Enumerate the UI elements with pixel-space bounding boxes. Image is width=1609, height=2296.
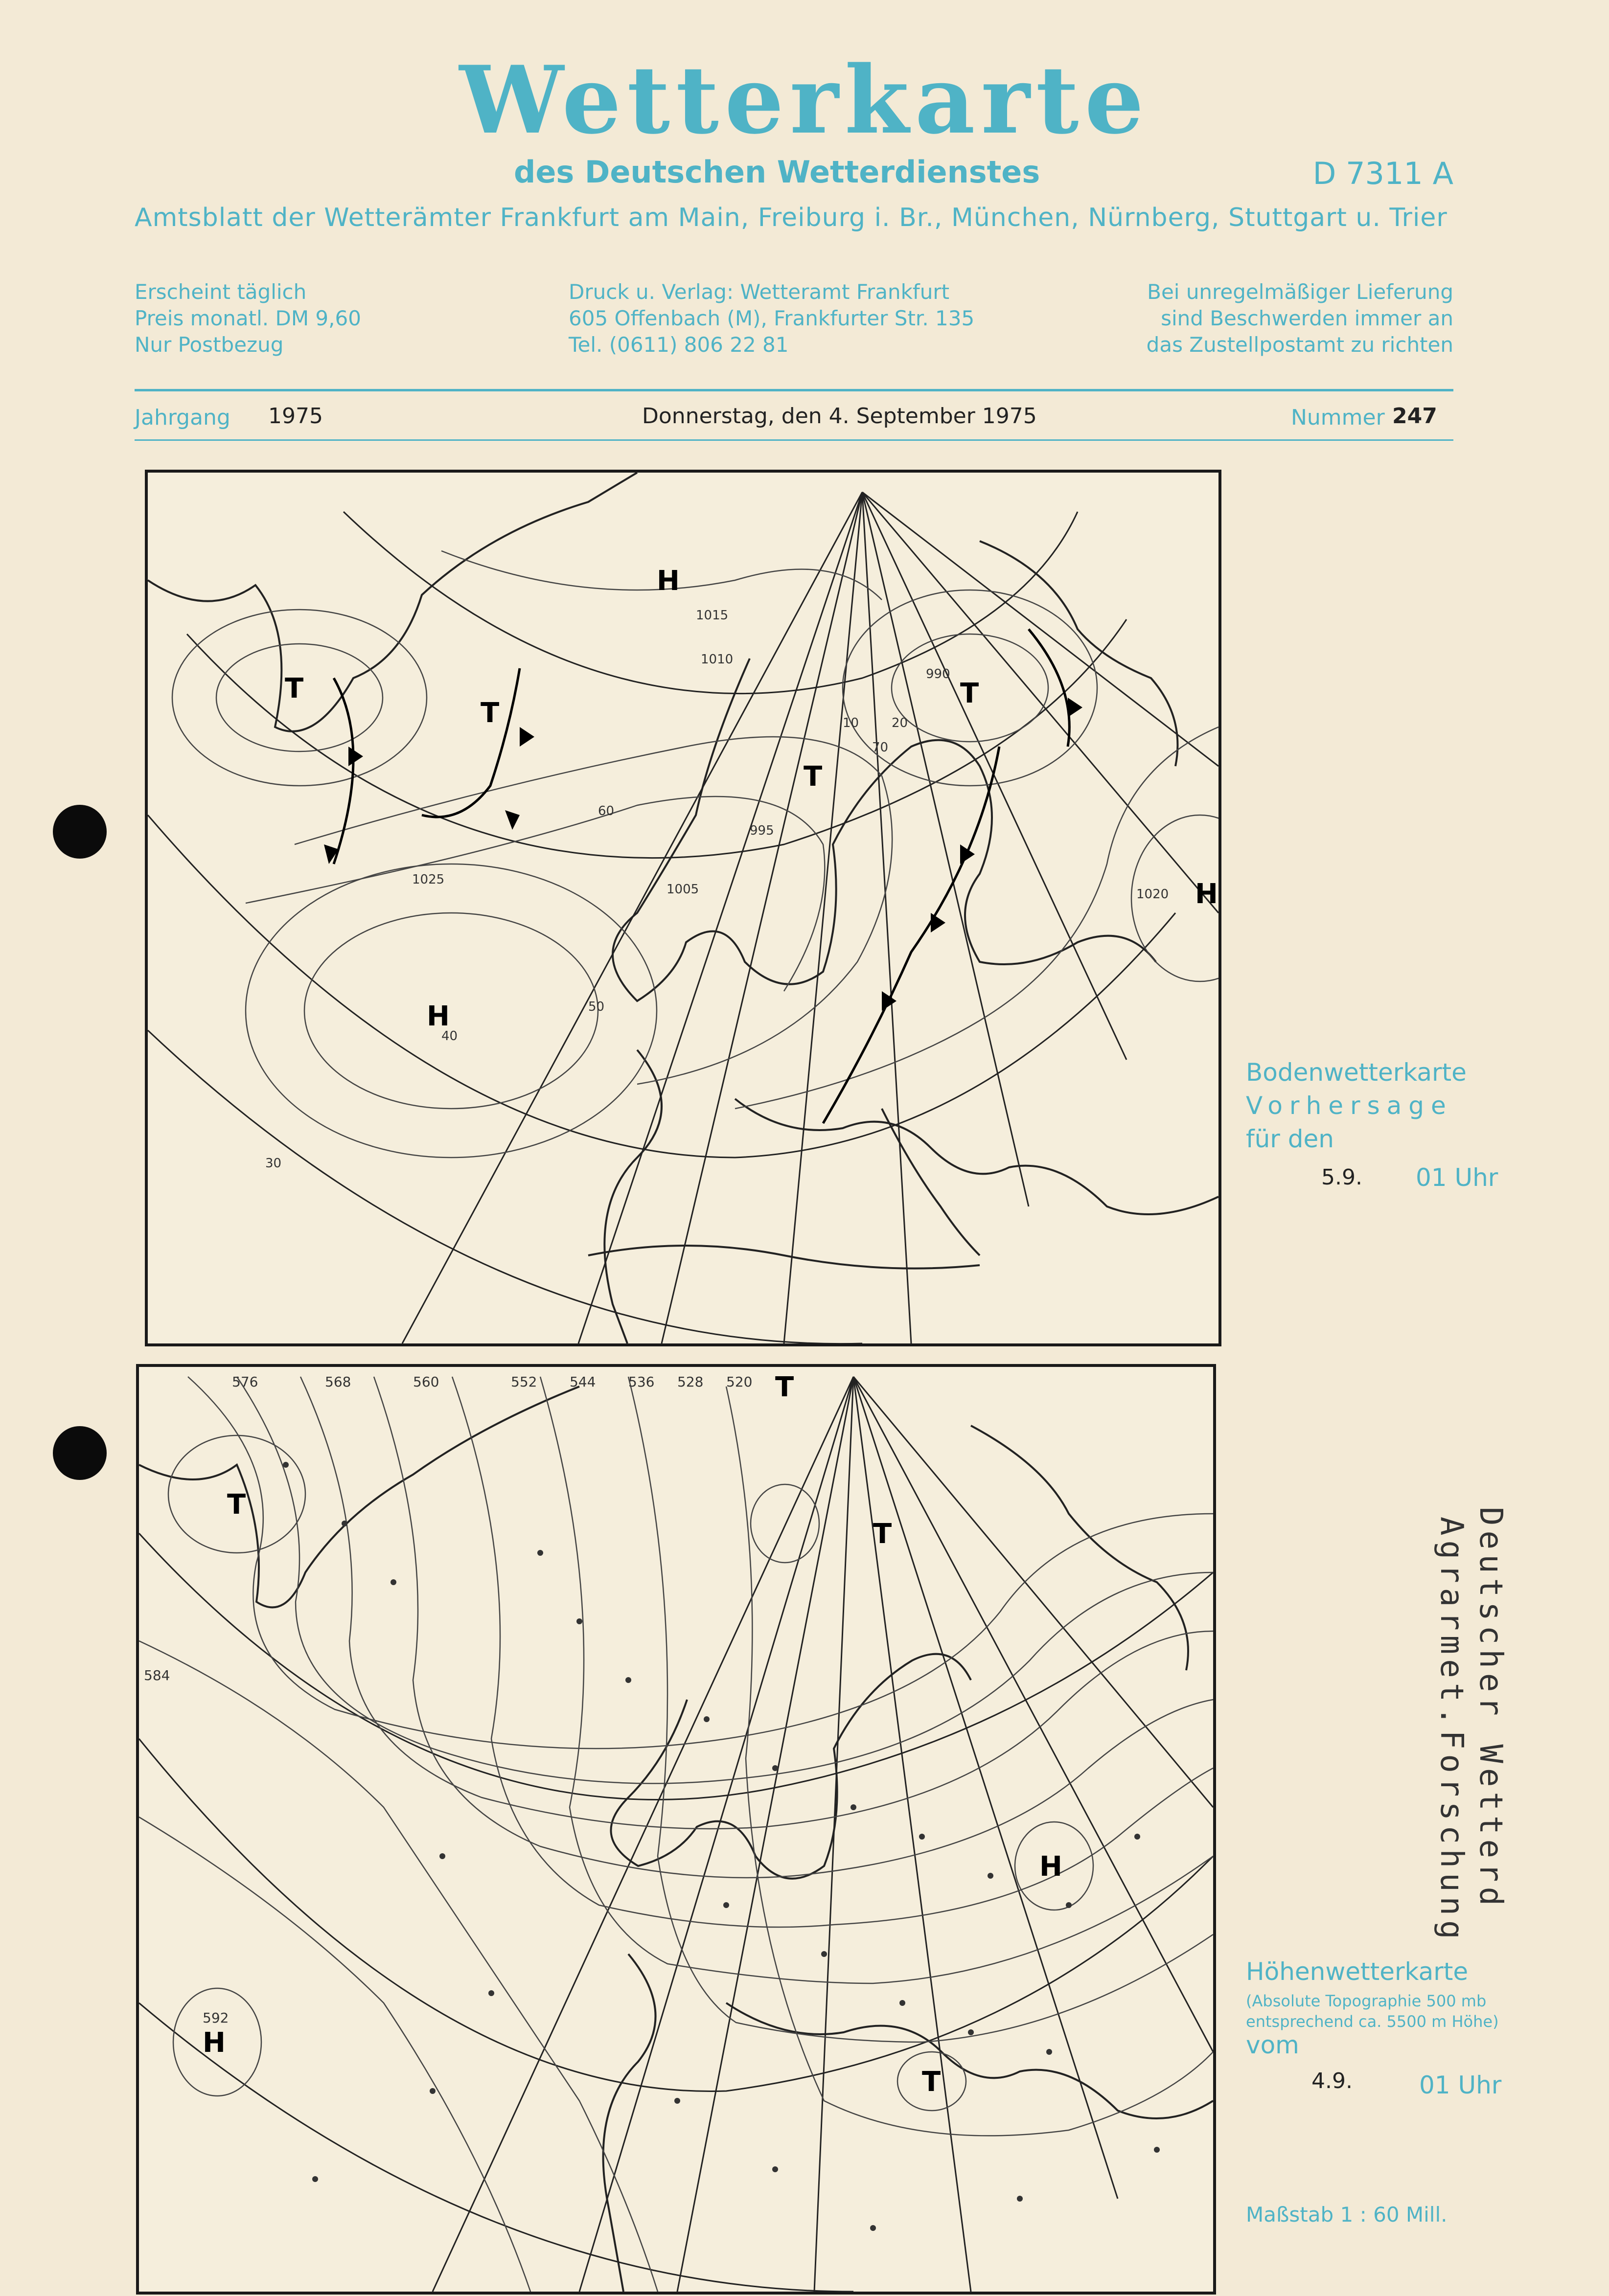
- nummer-value: 247: [1392, 404, 1437, 429]
- isobar-label: 1025: [412, 872, 445, 887]
- low-label: T: [873, 1518, 892, 1550]
- info-right: [1140, 279, 1453, 358]
- high-label: H: [1039, 1851, 1062, 1883]
- info-left-line: Nur Postbezug: [135, 333, 284, 357]
- contour-label: 592: [203, 2010, 229, 2026]
- page-title: Wetterkarte: [459, 45, 1150, 155]
- contour-label: 584: [144, 1667, 170, 1683]
- upper-air-map: [136, 1364, 1216, 2295]
- contour-label: 576: [232, 1374, 258, 1390]
- low-label: T: [922, 2066, 941, 2098]
- surface-map-for-label: für den: [1246, 1125, 1334, 1153]
- jahrgang-value: 1975: [268, 404, 323, 429]
- low-label: T: [960, 678, 979, 709]
- high-label: H: [657, 565, 680, 597]
- upper-map-note: (Absolute Topographie 500 mb: [1246, 1992, 1487, 2010]
- info-left-line: Preis monatl. DM 9,60: [135, 306, 361, 330]
- amtsblatt-line: Amtsblatt der Wetterämter Frankfurt am Main, Freiburg i. Br., München, Nürnberg, Stuttgart u. Trier: [135, 203, 1448, 232]
- archive-stamp-line: Agrarmet.Forschung: [1433, 1517, 1470, 1944]
- contour-label: 528: [677, 1374, 704, 1390]
- info-center-line: Druck u. Verlag: Wetteramt Frankfurt: [569, 280, 950, 304]
- contour-label: 552: [511, 1374, 537, 1390]
- grid-label: 60: [598, 804, 615, 818]
- info-left-line: Erscheint täglich: [135, 280, 307, 304]
- surface-map-time: 01 Uhr: [1416, 1163, 1498, 1192]
- low-label: T: [227, 1489, 246, 1521]
- grid-label: 50: [588, 1000, 605, 1014]
- surface-map-subtitle: Vorhersage: [1246, 1091, 1453, 1120]
- grid-label: 70: [872, 740, 889, 755]
- isobar-label: 990: [926, 667, 950, 682]
- publication-code: D 7311 A: [1312, 156, 1453, 191]
- upper-map-svg: [139, 1367, 1213, 2292]
- high-label: H: [1195, 878, 1218, 910]
- grid-label: 20: [892, 716, 908, 730]
- surface-weather-map: [145, 470, 1221, 1346]
- header-rule-bottom: [135, 439, 1453, 441]
- upper-map-title: Höhenwetterkarte: [1246, 1957, 1469, 1986]
- info-left: [135, 279, 361, 358]
- low-label: T: [481, 697, 500, 729]
- grid-label: 30: [265, 1156, 282, 1171]
- isobar-label: 1010: [701, 652, 734, 667]
- punch-hole: [53, 1426, 107, 1480]
- upper-map-date: 4.9.: [1311, 2069, 1353, 2093]
- page-subtitle: des Deutschen Wetterdienstes: [514, 154, 1040, 190]
- contour-label: 568: [325, 1374, 351, 1390]
- contour-label: 520: [726, 1374, 753, 1390]
- info-right-line: Bei unregelmäßiger Lieferung: [1147, 280, 1453, 304]
- upper-map-note: entsprechend ca. 5500 m Höhe): [1246, 2012, 1499, 2031]
- upper-map-vom: vom: [1246, 2031, 1299, 2059]
- archive-stamp-line: Deutscher Wetterd: [1472, 1507, 1509, 1911]
- surface-map-date: 5.9.: [1321, 1165, 1362, 1190]
- high-label: H: [203, 2027, 226, 2059]
- surface-map-svg: [148, 473, 1218, 1343]
- header-rule: [135, 389, 1453, 391]
- jahrgang-label: Jahrgang: [135, 405, 230, 430]
- info-center-line: 605 Offenbach (M), Frankfurter Str. 135: [569, 306, 975, 330]
- info-right-line: das Zustellpostamt zu richten: [1146, 333, 1453, 357]
- contour-label: 544: [570, 1374, 596, 1390]
- isobar-label: 1005: [667, 882, 699, 897]
- punch-hole: [53, 805, 107, 859]
- info-right-line: sind Beschwerden immer an: [1161, 306, 1453, 330]
- surface-map-title: Bodenwetterkarte: [1246, 1058, 1467, 1087]
- info-center-line: Tel. (0611) 806 22 81: [569, 333, 789, 357]
- issue-date: Donnerstag, den 4. September 1975: [642, 404, 1037, 429]
- isobar-label: 1015: [696, 608, 729, 623]
- grid-label: 40: [441, 1029, 458, 1044]
- grid-label: 10: [843, 716, 859, 730]
- low-label: T: [804, 761, 823, 793]
- contour-label: 536: [628, 1374, 655, 1390]
- isobar-label: 995: [750, 823, 774, 838]
- map-scale: Maßstab 1 : 60 Mill.: [1246, 2203, 1448, 2227]
- contour-label: 560: [413, 1374, 439, 1390]
- low-label: T: [775, 1371, 794, 1403]
- low-label: T: [285, 673, 304, 705]
- upper-map-time: 01 Uhr: [1419, 2071, 1502, 2099]
- nummer-label: Nummer: [1291, 405, 1385, 430]
- info-center: [569, 279, 974, 358]
- isobar-label: 1020: [1136, 887, 1169, 902]
- high-label: H: [427, 1000, 450, 1032]
